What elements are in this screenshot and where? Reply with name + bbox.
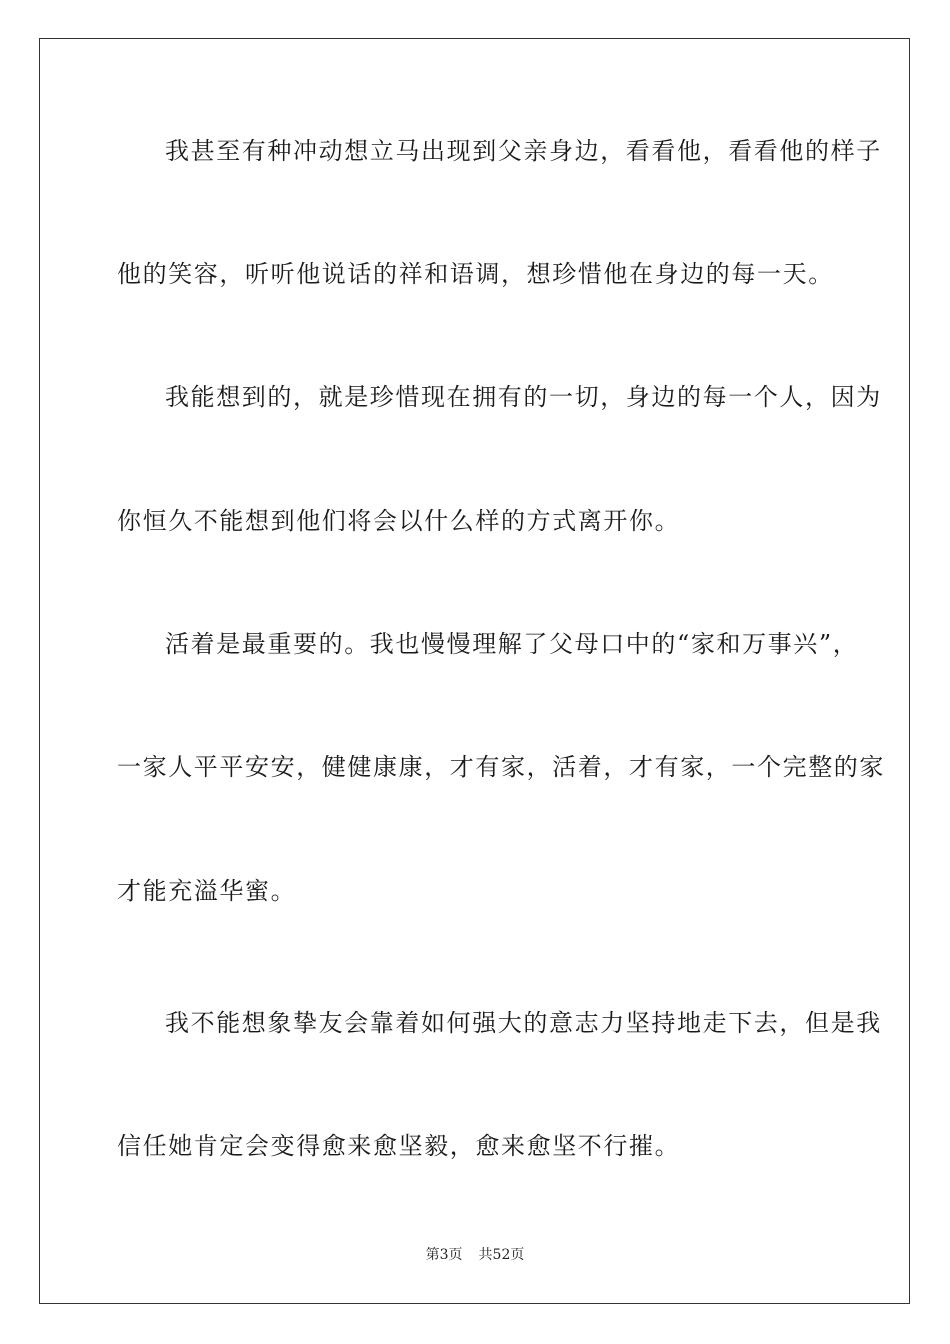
paragraph-line: 你恒久不能想到他们将会以什么样的方式离开你。 [117, 507, 681, 535]
paragraph-line: 才能充溢华蜜。 [117, 877, 297, 905]
paragraph-line: 他的笑容，听听他说话的祥和语调，想珍惜他在身边的每一天。 [117, 260, 834, 288]
paragraph-line: 活着是最重要的。我也慢慢理解了父母口中的“家和万事兴”， [165, 630, 859, 658]
page-footer [0, 1246, 950, 1264]
paragraph-line: 一家人平平安安，健健康康，才有家，活着，才有家，一个完整的家 [117, 753, 885, 781]
paragraph-line: 我不能想象挚友会靠着如何强大的意志力坚持地走下去，但是我 [165, 1009, 882, 1037]
page-border [39, 38, 910, 1304]
paragraph-line: 信任她肯定会变得愈来愈坚毅，愈来愈坚不行摧。 [117, 1132, 681, 1160]
page-number: 第3页 [425, 1247, 463, 1263]
paragraph-line: 我能想到的，就是珍惜现在拥有的一切，身边的每一个人，因为 [165, 383, 882, 411]
total-pages: 共52页 [478, 1247, 525, 1263]
paragraph-line: 我甚至有种冲动想立马出现到父亲身边，看看他，看看他的样子 [165, 137, 882, 165]
